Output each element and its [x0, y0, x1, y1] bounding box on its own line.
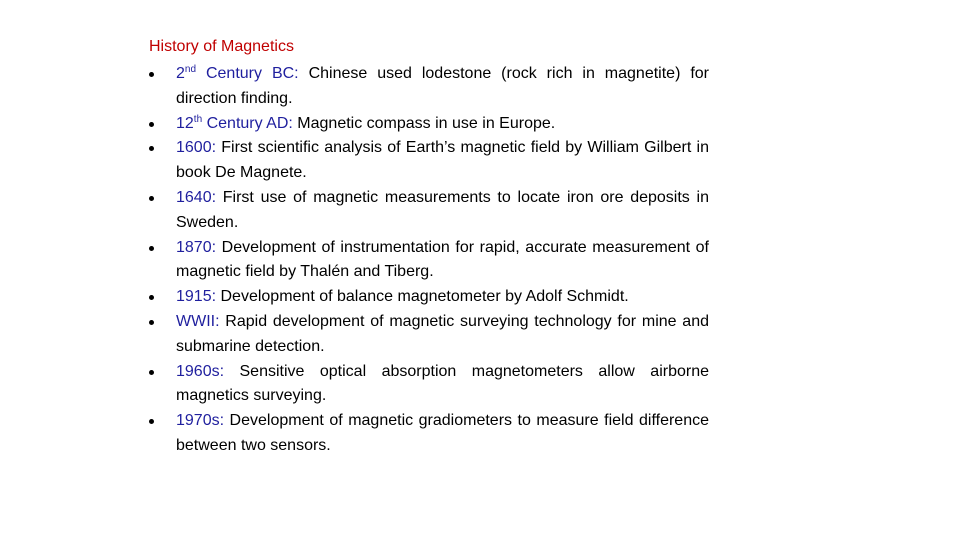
item-lead: 1600: [176, 139, 217, 157]
item-lead: 1640: [176, 188, 217, 206]
list-item [149, 360, 709, 410]
bullet-dot-icon [149, 72, 154, 77]
history-bullet-list [149, 62, 709, 459]
item-text: First use of magnetic measurements to locate iron ore deposits in Sweden. [176, 188, 709, 231]
item-lead: 1870: [176, 238, 217, 256]
list-item [149, 236, 709, 286]
list-item [149, 285, 709, 310]
bullet-dot-icon [149, 122, 154, 127]
item-lead: 2nd Century BC: [176, 64, 299, 82]
item-text: Rapid development of magnetic surveying technology for mine and submarine detection. [176, 312, 709, 355]
item-text: Development of instrumentation for rapid, accurate measurement of magnetic field by Thalén and Tiberg. [176, 238, 709, 281]
item-text: Magnetic compass in use in Europe. [292, 114, 556, 132]
item-text: Development of balance magnetometer by Adolf Schmidt. [216, 288, 629, 306]
list-item [149, 409, 709, 459]
list-item [149, 136, 709, 186]
bullet-dot-icon [149, 295, 154, 300]
item-lead: 1970s: [176, 412, 225, 430]
list-item [149, 62, 709, 112]
item-text: Chinese used lodestone (rock rich in magnetite) for direction finding. [176, 65, 710, 107]
item-lead: WWII: [176, 312, 220, 330]
item-text: Development of magnetic gradiometers to measure field difference between two sensors. [176, 412, 709, 454]
list-item [149, 186, 709, 236]
slide-title: History of Magnetics [149, 38, 294, 55]
list-item [149, 112, 709, 137]
bullet-dot-icon [149, 146, 154, 151]
item-lead: 1960s: [176, 362, 225, 380]
item-lead: 12th Century AD: [176, 113, 293, 132]
item-lead: 1915: [176, 288, 217, 306]
item-text: Sensitive optical absorption magnetometers allow airborne magnetics surveying. [176, 362, 709, 405]
list-item [149, 310, 709, 360]
bullet-dot-icon [149, 196, 154, 201]
item-text: First scientific analysis of Earth’s magnetic field by William Gilbert in book De Magnete. [176, 139, 709, 182]
bullet-dot-icon [149, 320, 154, 325]
bullet-dot-icon [149, 246, 154, 251]
bullet-dot-icon [149, 370, 154, 375]
bullet-dot-icon [149, 419, 154, 424]
